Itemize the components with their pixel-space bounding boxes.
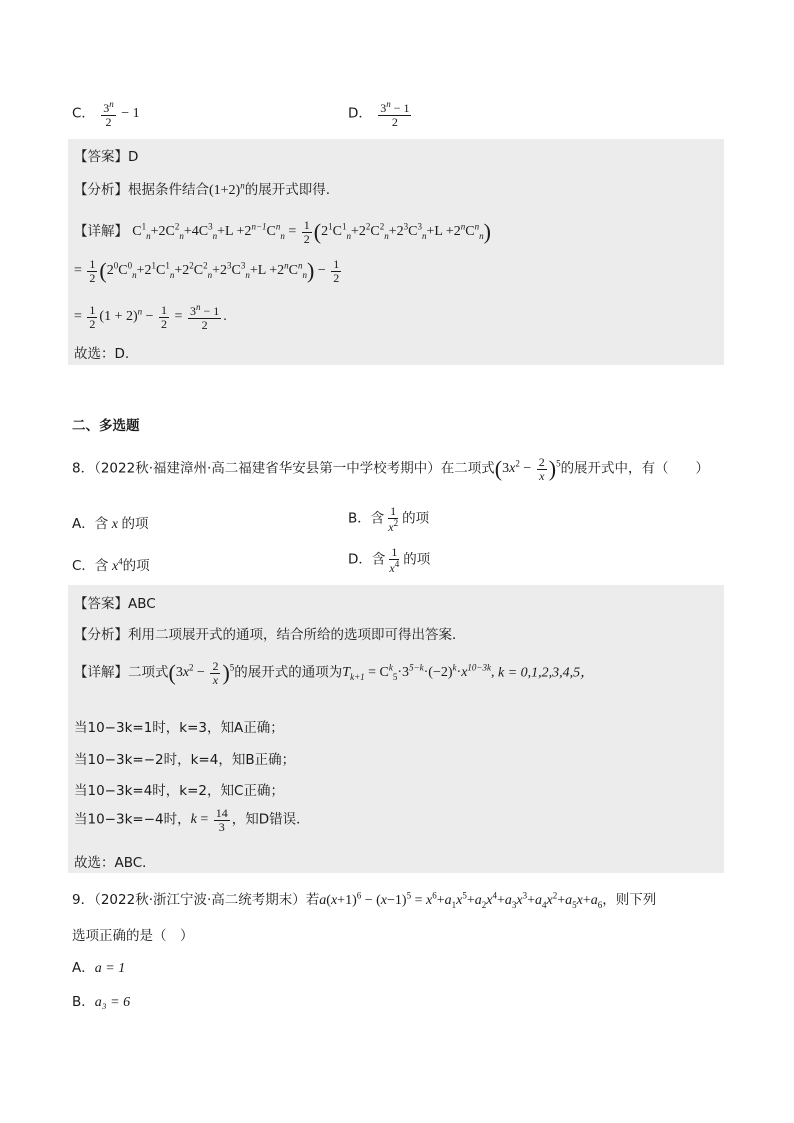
q7-detail-line1: 【详解】 $C^1_n+2C^2_n+4C^3_n+L +2^{n-1}C^n_n$ = $\frac{1}{2}$ $(2^1C^1_n+2^2C^2_n+2^3C^3_n+L +2^nC^n_n)$ [74, 218, 491, 246]
section-title: 二、多选题 [72, 418, 140, 434]
q7-detail-expr3: = $\frac{1}{2}$ $(1 + 2)^n$ − $\frac{1}{2}$ = $\frac{3^n - 1}{2}$ . [74, 302, 227, 332]
q7-option-d: D． $\frac{3^n - 1}{2}$ [348, 100, 413, 128]
q7-analysis-expr: $(1+2)^n$ [209, 180, 245, 198]
q8-analysis: 【分析】利用二项展开式的通项，结合所给的选项即可得出答案． [74, 627, 466, 643]
q8-case-4: 当10−3k=−4时，k = $\frac{14}{3}$ ，知D错误． [74, 806, 310, 834]
q8-option-c: C．含 $x^4$的项 [72, 556, 150, 574]
q8-option-b: B．含 $\frac{1}{x^2}$ 的项 [348, 504, 430, 534]
q8-case-1: 当10−3k=1时，k=3，知A正确； [74, 720, 284, 736]
q8-binomial: ($3x^2$ − $\frac{2}{x}$ )$^5$ [494, 455, 561, 483]
q7-detail-expr2: = $\frac{1}{2}$ $(2^0C^0_n+2^1C^1_n+2^2C^2_n+2^3C^3_n+L +2^nC^n_n)$ − $\frac{1}{2}$ [74, 257, 340, 285]
q8-answer: 【答案】ABC [74, 596, 156, 612]
q9-option-b: B．a₃ = 6 [72, 994, 131, 1010]
q7-option-d-expr: $\frac{3^n - 1}{2}$ [380, 99, 410, 129]
q7-answer: 【答案】D [74, 149, 139, 165]
q7-analysis: 【分析】根据条件结合$(1+2)^n$的展开式即得. [74, 180, 331, 198]
q8-option-d: D．含 $\frac{1}{x^4}$ 的项 [348, 545, 431, 575]
q9-equation: $a(x+1)^6 - (x-1)^5 = x^6+a_1x^5+a_2x^4+a_3x^3+a_4x^2+a_5x+a_6$ [319, 890, 603, 910]
q7-detail-expr1: $C^1_n+2C^2_n+4C^3_n+L +2^{n-1}C^n_n$ = $\frac{1}{2}$ $(2^1C^1_n+2^2C^2_n+2^3C^3_n+L +2^nC^n_n)$ [132, 218, 491, 246]
q9-stem-line2: 选项正确的是（ ） [72, 928, 194, 944]
q7-detail-line3 [74, 303, 227, 331]
q8-detail: 【详解】二项式($3x^2$ − $\frac{2}{x}$ )$^5$的展开式的通项为$T_{k+1} = C^k_5\cdot 3^{5-k}\cdot(-2)^k\cdot x^{10-3k}$, k = 0,1,2,3,4,5， [74, 659, 595, 687]
q8-case-2: 当10−3k=−2时，k=4，知B正确； [74, 752, 296, 768]
q9-option-a: A．a = 1 [72, 960, 126, 976]
q8-stem: 8．（2022秋·福建漳州·高二福建省华安县第一中学校考期中）在二项式($3x^2$ − $\frac{2}{x}$ )$^5$的展开式中，有（ ） [72, 455, 710, 483]
q7-detail-line2 [74, 258, 343, 284]
q7-option-c: C． $\frac{3^n}{2}$ − 1 [72, 99, 140, 129]
q8-option-a: A．含 x 的项 [72, 516, 149, 532]
q8-case-3: 当10−3k=4时，k=2，知C正确； [74, 783, 284, 799]
q9-stem: 9．（2022秋·浙江宁波·高二统考期末）若$a(x+1)^6 - (x-1)^5 = x^6+a_1x^5+a_2x^4+a_3x^3+a_4x^2+a_5x+a_6$，则下列 [72, 890, 657, 910]
q7-option-c-expr: $\frac{3^n}{2}$ − 1 [103, 99, 140, 129]
q7-final: 故选：D. [74, 346, 130, 362]
q8-final: 故选：ABC． [74, 855, 156, 871]
